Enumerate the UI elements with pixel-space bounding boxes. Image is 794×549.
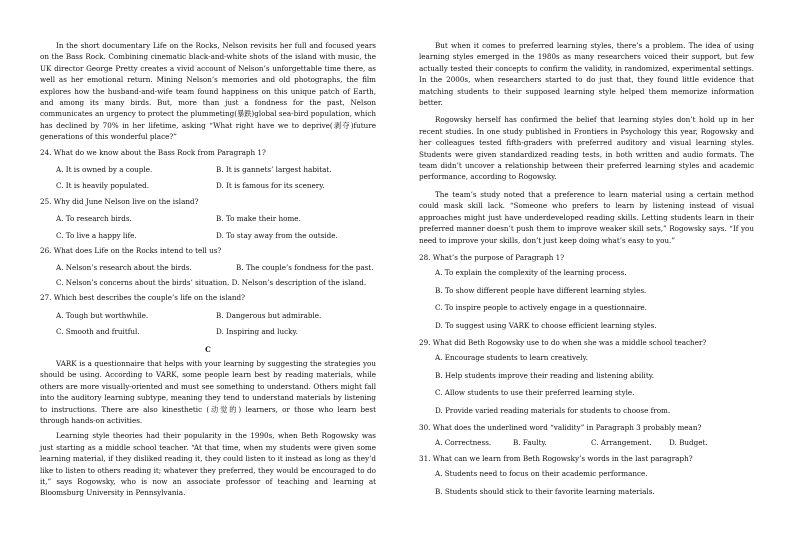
- option-b: B. It is gannets’ largest habitat.: [216, 165, 332, 175]
- question-26: 26. What does Life on the Rocks intend to tell us?: [40, 246, 222, 256]
- question-26-options-ab: [56, 262, 376, 273]
- question-29-options: [435, 352, 754, 416]
- right-column: [419, 40, 754, 503]
- option-b: B. To make their home.: [216, 214, 301, 224]
- option-a: A. Nelson’s research about the birds.: [56, 262, 192, 272]
- option-a: A. It is owned by a couple.: [56, 165, 153, 175]
- passage-paragraph-1: In the short documentary Life on the Rocks, Nelson revisits her full and focused years on the Bass Rock. Combining cinematic black-and-white shots of the island with music, the UK director George Pretty creates a vivid account of Nelson’s unforgettable time there, as well as her emotional return. Mining Nelson’s memories and old photographs, the film explores how the husband-and-wife team found happiness on this unique patch of Earth, and among its many birds. But, more than just a fondness for the past, Nelson communicates an urgency to protect the plummeting(暴跌)global sea-bird population, which has declined by 70% in her lifetime, asking “What right have we to deprive(剥夺)future generations of this wonderful place?”: [40, 41, 376, 142]
- option-a: A. Correctness.: [435, 438, 492, 448]
- question-29: 29. What did Beth Rogowsky use to do when she was a middle school teacher?: [419, 337, 707, 347]
- option-a: A. Students need to focus on their academic performance.: [435, 469, 648, 479]
- passage-paragraph-6: The team’s study noted that a preference to learn material using a certain method could mask skill lack. “Someone who prefers to learn by listening instead of visual approaches might just have underdeveloped reading skills. Letting students learn in their preferred manner doesn’t push them to improve weaker skill sets,” Rogowsky says. “If you need to improve your skills, don’t just keep doing what’s easy to you.”: [419, 189, 754, 245]
- question-28: 28. What’s the purpose of Paragraph 1?: [419, 252, 565, 262]
- question-24-options: [56, 164, 376, 192]
- passage-paragraph-5: Rogowsky herself has confirmed the belief that learning styles don’t hold up in her recent studies. In one study published in Frontiers in Psychology this year, Rogowsky and her colleagues tested fifth-graders with preferred auditory and visual learning styles. Students were given standardized reading tests, in both written and audio formats. The team didn’t uncover a relationship between their preferred learning styles and academic performance, according to Rogowsky.: [419, 115, 754, 182]
- left-column: [40, 40, 376, 499]
- option-d: D. It is famous for its scenery.: [216, 181, 325, 191]
- question-24: 24. What do we know about the Bass Rock from Paragraph 1?: [40, 147, 266, 157]
- question-28-options: [435, 267, 754, 331]
- question-25-options: [56, 213, 376, 241]
- option-c: C. To inspire people to actively engage in a questionnaire.: [435, 303, 647, 313]
- option-c: C. Arrangement.: [591, 438, 652, 448]
- option-b: B. Students should stick to their favorite learning materials.: [435, 486, 655, 496]
- option-c: C. Smooth and fruitful.: [56, 327, 140, 337]
- question-30-options: [435, 437, 754, 448]
- passage-paragraph-4: But when it comes to preferred learning styles, there’s a problem. The idea of using learning styles emerged in the 1980s as many researchers voiced their support, but few actually tested their concepts to confirm the validity, in randomized, experimental settings. In the 2000s, when researchers started to do just that, they found little evidence that matching students to their supposed learning style helped them memorize information better.: [419, 41, 754, 108]
- option-b: B. The couple’s fondness for the past.: [236, 262, 374, 272]
- option-a: A. To research birds.: [56, 214, 132, 224]
- option-c: C. It is heavily populated.: [56, 181, 150, 191]
- question-25: 25. Why did June Nelson live on the island?: [40, 196, 199, 206]
- option-d: D. Budget.: [669, 438, 708, 448]
- question-27: 27. Which best describes the couple’s life on the island?: [40, 293, 246, 303]
- question-30: 30. What does the underlined word “validity” in Paragraph 3 probably mean?: [419, 422, 702, 432]
- option-d: D. To suggest using VARK to choose efficient learning styles.: [435, 320, 657, 330]
- option-a: A. Encourage students to learn creatively.: [435, 353, 588, 363]
- section-heading: C: [205, 344, 211, 354]
- option-b: B. To show different people have different learning styles.: [435, 285, 647, 295]
- option-d: D. To stay away from the outside.: [216, 230, 338, 240]
- question-31-options: [435, 468, 754, 497]
- option-d: D. Inspiring and lucky.: [216, 327, 298, 337]
- passage-paragraph-2: VARK is a questionnaire that helps with your learning by suggesting the strategies you should be using. According to VARK, some people learn best by reading materials, while others are more visually-oriented and must see something to understand. Others might fall into the auditory learning subtype, meaning they tend to understand materials by listening to instructions. There are also kinesthetic (动觉的) learners, or those who learn best through hands-on activities.: [40, 358, 376, 425]
- option-b: B. Faulty.: [513, 438, 547, 448]
- question-27-options: [56, 310, 376, 338]
- option-b: B. Dangerous but admirable.: [216, 310, 322, 320]
- option-c: C. To live a happy life.: [56, 230, 137, 240]
- option-d: D. Provide varied reading materials for students to choose from.: [435, 405, 671, 415]
- question-31: 31. What can we learn from Beth Rogowsky’s words in the last paragraph?: [419, 453, 693, 463]
- option-b: B. Help students improve their reading and listening ability.: [435, 370, 655, 380]
- option-a: A. Tough but worthwhile.: [56, 310, 149, 320]
- passage-paragraph-3: Learning style theories had their popularity in the 1990s, when Beth Rogowsky was just starting as a middle school teacher. “At that time, when my students were given some learning material, if they disliked reading it, they could listen to it instead as long as they’d like to listen to others reading it; whatever they preferred, they would be encouraged to do it,” says Rogowsky, who is now an associate professor of teaching and learning at Bloomsburg University in Pennsylvania.: [40, 431, 376, 498]
- option-c: C. Allow students to use their preferred learning style.: [435, 388, 635, 398]
- option-a: A. To explain the complexity of the learning process.: [435, 268, 627, 278]
- question-26-options-cd: C. Nelson’s concerns about the birds’ situation. D. Nelson’s description of the island.: [56, 277, 367, 287]
